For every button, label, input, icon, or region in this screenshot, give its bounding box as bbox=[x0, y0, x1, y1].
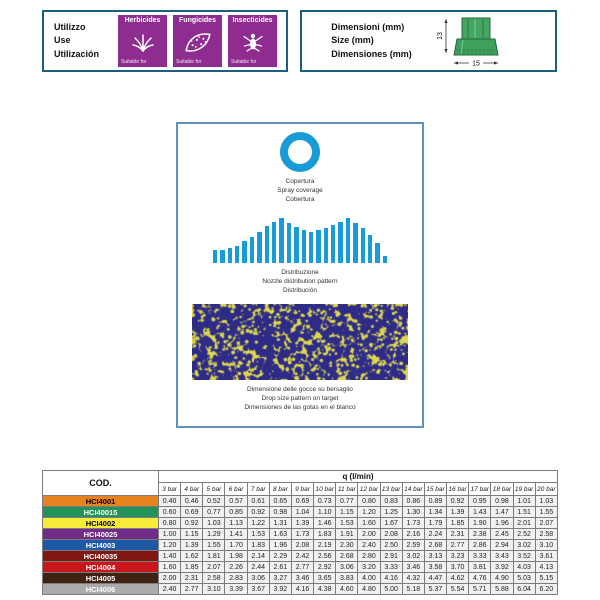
insecticide-fly-icon bbox=[240, 24, 266, 59]
nozzle-height-label: 13 bbox=[436, 32, 444, 40]
flow-value-cell: 1.53 bbox=[336, 518, 358, 529]
flow-value-cell: 1.22 bbox=[247, 518, 269, 529]
coverage-caption bbox=[277, 177, 323, 204]
flow-value-cell: 2.16 bbox=[402, 529, 424, 540]
flow-value-cell: 1.73 bbox=[291, 529, 313, 540]
flow-value-cell: 3.33 bbox=[380, 562, 402, 573]
flow-value-cell: 1.91 bbox=[336, 529, 358, 540]
cod-header: COD. bbox=[43, 471, 159, 496]
flow-value-cell: 3.02 bbox=[513, 540, 535, 551]
distribution-bar bbox=[272, 222, 276, 263]
flow-value-cell: 4.16 bbox=[291, 584, 313, 595]
flow-value-cell: 2.45 bbox=[491, 529, 513, 540]
tile-label: Insecticides bbox=[232, 17, 273, 24]
pressure-column-header: 8 bar bbox=[269, 483, 291, 496]
distribution-bar bbox=[346, 218, 350, 263]
flow-value-cell: 5.54 bbox=[447, 584, 469, 595]
flow-value-cell: 0.80 bbox=[358, 496, 380, 507]
flow-value-cell: 3.70 bbox=[447, 562, 469, 573]
pressure-column-header: 16 bar bbox=[447, 483, 469, 496]
flow-value-cell: 2.94 bbox=[491, 540, 513, 551]
dimensions-box-title bbox=[331, 21, 412, 62]
flow-value-cell: 2.08 bbox=[380, 529, 402, 540]
use-box-title bbox=[54, 21, 118, 62]
pressure-column-header: 13 bar bbox=[380, 483, 402, 496]
flow-value-cell: 5.18 bbox=[402, 584, 424, 595]
tile-label: Herbicides bbox=[124, 17, 161, 24]
flow-value-cell: 0.86 bbox=[402, 496, 424, 507]
spray-coverage-circle-icon bbox=[280, 132, 320, 172]
use-tile-herbicides bbox=[118, 15, 167, 67]
pressure-column-header: 18 bar bbox=[491, 483, 513, 496]
flow-unit-header: q (l/min) bbox=[159, 471, 558, 483]
flow-value-cell: 2.00 bbox=[159, 573, 181, 584]
flow-value-cell: 3.20 bbox=[358, 562, 380, 573]
flow-value-cell: 2.24 bbox=[424, 529, 446, 540]
use-tile-insecticides bbox=[228, 15, 277, 67]
pressure-column-header: 5 bar bbox=[203, 483, 225, 496]
flow-value-cell: 2.01 bbox=[513, 518, 535, 529]
flow-value-cell: 1.15 bbox=[336, 507, 358, 518]
distribution-bar bbox=[228, 248, 232, 263]
distribution-bar bbox=[220, 250, 224, 264]
flow-value-cell: 3.06 bbox=[336, 562, 358, 573]
nozzle-code-cell: HCI4003 bbox=[43, 540, 159, 551]
distribution-bar bbox=[353, 223, 357, 264]
flow-value-cell: 1.63 bbox=[269, 529, 291, 540]
nozzle-code-cell: HCI4001 bbox=[43, 496, 159, 507]
distribution-bar bbox=[257, 232, 261, 264]
flow-value-cell: 1.30 bbox=[402, 507, 424, 518]
flow-value-cell: 1.10 bbox=[314, 507, 336, 518]
spray-panel bbox=[176, 122, 424, 428]
use-tile-fungicides bbox=[173, 15, 222, 67]
flow-value-cell: 1.39 bbox=[181, 540, 203, 551]
pressure-column-header: 14 bar bbox=[402, 483, 424, 496]
flow-value-cell: 2.42 bbox=[291, 551, 313, 562]
flow-value-cell: 2.56 bbox=[314, 551, 336, 562]
flow-value-cell: 3.92 bbox=[491, 562, 513, 573]
flow-value-cell: 3.43 bbox=[491, 551, 513, 562]
flow-value-cell: 0.61 bbox=[247, 496, 269, 507]
flow-value-cell: 4.03 bbox=[513, 562, 535, 573]
flow-value-cell: 1.13 bbox=[225, 518, 247, 529]
distribution-bar bbox=[213, 250, 217, 263]
flow-value-cell: 0.46 bbox=[181, 496, 203, 507]
flow-value-cell: 5.15 bbox=[535, 573, 557, 584]
flow-value-cell: 0.98 bbox=[491, 496, 513, 507]
herbicide-plant-icon bbox=[130, 24, 156, 59]
flow-value-cell: 5.88 bbox=[491, 584, 513, 595]
flow-value-cell: 3.23 bbox=[447, 551, 469, 562]
pressure-column-header: 6 bar bbox=[225, 483, 247, 496]
flow-value-cell: 2.59 bbox=[402, 540, 424, 551]
flow-value-cell: 1.70 bbox=[225, 540, 247, 551]
distribution-bar-chart bbox=[213, 218, 387, 263]
flow-value-cell: 5.71 bbox=[469, 584, 491, 595]
flow-value-cell: 5.00 bbox=[380, 584, 402, 595]
distribution-caption bbox=[262, 268, 337, 295]
table-row bbox=[43, 507, 558, 518]
flow-value-cell: 4.80 bbox=[358, 584, 380, 595]
flow-value-cell: 2.92 bbox=[314, 562, 336, 573]
nozzle-drawing bbox=[426, 13, 526, 69]
flow-value-cell: 1.53 bbox=[247, 529, 269, 540]
flow-value-cell: 0.77 bbox=[336, 496, 358, 507]
table-row bbox=[43, 518, 558, 529]
distribution-bar bbox=[338, 222, 342, 263]
table-row bbox=[43, 540, 558, 551]
distribution-bar bbox=[324, 228, 328, 263]
distribution-bar bbox=[375, 243, 379, 263]
nozzle-width-label: 15 bbox=[471, 60, 480, 68]
nozzle-code-cell: HCI4005 bbox=[43, 573, 159, 584]
flow-value-cell: 2.61 bbox=[269, 562, 291, 573]
pressure-column-header: 15 bar bbox=[424, 483, 446, 496]
distribution-bar bbox=[287, 223, 291, 264]
flow-value-cell: 1.79 bbox=[424, 518, 446, 529]
pressure-column-header: 11 bar bbox=[336, 483, 358, 496]
flow-value-cell: 2.80 bbox=[358, 551, 380, 562]
use-title-en: Use bbox=[54, 35, 71, 46]
distribution-bar bbox=[361, 228, 365, 263]
pressure-column-header: 20 bar bbox=[535, 483, 557, 496]
nozzle-code-cell: HCI40035 bbox=[43, 551, 159, 562]
flow-value-cell: 1.25 bbox=[380, 507, 402, 518]
flow-value-cell: 4.62 bbox=[447, 573, 469, 584]
table-row bbox=[43, 573, 558, 584]
flow-value-cell: 2.58 bbox=[203, 573, 225, 584]
nozzle-top bbox=[462, 18, 490, 39]
distribution-bar bbox=[316, 230, 320, 263]
tile-suitable-for-label: Suitable for bbox=[176, 59, 202, 65]
flow-value-cell: 2.40 bbox=[159, 584, 181, 595]
distribution-bar bbox=[250, 237, 254, 263]
flow-value-cell: 3.02 bbox=[402, 551, 424, 562]
distribution-bar bbox=[309, 232, 313, 264]
flow-value-cell: 3.52 bbox=[513, 551, 535, 562]
flow-value-cell: 2.14 bbox=[247, 551, 269, 562]
flow-value-cell: 1.15 bbox=[181, 529, 203, 540]
flow-value-cell: 0.80 bbox=[159, 518, 181, 529]
flow-value-cell: 2.68 bbox=[424, 540, 446, 551]
flow-value-cell: 0.65 bbox=[269, 496, 291, 507]
distribution-bar bbox=[235, 246, 239, 263]
pressure-column-header: 9 bar bbox=[291, 483, 313, 496]
flow-value-cell: 2.26 bbox=[225, 562, 247, 573]
flow-value-cell: 1.60 bbox=[358, 518, 380, 529]
flow-value-cell: 3.65 bbox=[314, 573, 336, 584]
use-box bbox=[42, 10, 288, 72]
pressure-column-header: 12 bar bbox=[358, 483, 380, 496]
flow-value-cell: 0.83 bbox=[380, 496, 402, 507]
flow-value-cell: 1.41 bbox=[225, 529, 247, 540]
flow-value-cell: 3.81 bbox=[469, 562, 491, 573]
flow-value-cell: 2.40 bbox=[358, 540, 380, 551]
flow-value-cell: 0.60 bbox=[159, 507, 181, 518]
use-title-es: Utilización bbox=[54, 48, 100, 59]
flow-value-cell: 1.03 bbox=[535, 496, 557, 507]
flow-value-cell: 4.47 bbox=[424, 573, 446, 584]
flow-value-cell: 4.76 bbox=[469, 573, 491, 584]
flow-value-cell: 1.85 bbox=[181, 562, 203, 573]
flow-value-cell: 1.83 bbox=[247, 540, 269, 551]
flow-value-cell: 1.98 bbox=[225, 551, 247, 562]
flow-value-cell: 2.77 bbox=[291, 562, 313, 573]
distribution-caption-en: Nozzle distribution pattern bbox=[262, 278, 338, 285]
flow-value-cell: 3.92 bbox=[269, 584, 291, 595]
flow-value-cell: 1.00 bbox=[159, 529, 181, 540]
use-title-it: Utilizzo bbox=[54, 21, 86, 32]
distribution-caption-it: Distribuzione bbox=[281, 269, 319, 276]
flow-value-cell: 3.33 bbox=[469, 551, 491, 562]
flow-value-cell: 3.10 bbox=[535, 540, 557, 551]
distribution-bar bbox=[331, 225, 335, 263]
flow-value-cell: 3.06 bbox=[247, 573, 269, 584]
flow-value-cell: 3.10 bbox=[203, 584, 225, 595]
dim-title-en: Size (mm) bbox=[331, 35, 374, 46]
flow-value-cell: 2.91 bbox=[380, 551, 402, 562]
flow-value-cell: 1.39 bbox=[447, 507, 469, 518]
flow-rate-table bbox=[42, 470, 558, 595]
flow-value-cell: 2.38 bbox=[469, 529, 491, 540]
flow-value-cell: 2.07 bbox=[535, 518, 557, 529]
distribution-bar bbox=[368, 235, 372, 263]
drop-size-pattern-image bbox=[192, 304, 408, 380]
flow-value-cell: 1.34 bbox=[424, 507, 446, 518]
pressure-column-header: 17 bar bbox=[469, 483, 491, 496]
flow-value-cell: 3.58 bbox=[424, 562, 446, 573]
flow-value-cell: 5.03 bbox=[513, 573, 535, 584]
flow-value-cell: 2.52 bbox=[513, 529, 535, 540]
flow-value-cell: 1.96 bbox=[269, 540, 291, 551]
flow-value-cell: 0.77 bbox=[203, 507, 225, 518]
flow-value-cell: 1.96 bbox=[491, 518, 513, 529]
flow-value-cell: 3.67 bbox=[247, 584, 269, 595]
flow-value-cell: 3.46 bbox=[402, 562, 424, 573]
flow-value-cell: 0.89 bbox=[424, 496, 446, 507]
flow-value-cell: 1.40 bbox=[159, 551, 181, 562]
flow-value-cell: 2.30 bbox=[336, 540, 358, 551]
flow-value-cell: 4.16 bbox=[380, 573, 402, 584]
flow-value-cell: 1.67 bbox=[380, 518, 402, 529]
flow-value-cell: 2.50 bbox=[380, 540, 402, 551]
table-row bbox=[43, 584, 558, 595]
flow-value-cell: 2.44 bbox=[247, 562, 269, 573]
dropsize-caption-en: Drop size pattern on target bbox=[261, 395, 339, 402]
flow-value-cell: 0.95 bbox=[469, 496, 491, 507]
dropsize-caption-it: Dimensione delle gocce su bersaglio bbox=[247, 386, 353, 393]
flow-value-cell: 4.60 bbox=[336, 584, 358, 595]
pressure-column-header: 3 bar bbox=[159, 483, 181, 496]
flow-value-cell: 4.32 bbox=[402, 573, 424, 584]
use-tiles bbox=[118, 15, 277, 67]
flow-value-cell: 0.69 bbox=[291, 496, 313, 507]
flow-value-cell: 1.55 bbox=[203, 540, 225, 551]
flow-value-cell: 0.52 bbox=[203, 496, 225, 507]
flow-value-cell: 2.77 bbox=[181, 584, 203, 595]
coverage-caption-en: Spray coverage bbox=[277, 187, 323, 194]
flow-value-cell: 1.51 bbox=[513, 507, 535, 518]
flow-value-cell: 0.69 bbox=[181, 507, 203, 518]
pressure-column-header: 4 bar bbox=[181, 483, 203, 496]
nozzle-code-cell: HCI4004 bbox=[43, 562, 159, 573]
dropsize-caption-es: Dimensiones de las gotas en el blanco bbox=[244, 404, 356, 411]
nozzle-code-cell: HCI40025 bbox=[43, 529, 159, 540]
pressure-column-header: 7 bar bbox=[247, 483, 269, 496]
flow-value-cell: 3.13 bbox=[424, 551, 446, 562]
distribution-bar bbox=[302, 230, 306, 263]
flow-value-cell: 0.57 bbox=[225, 496, 247, 507]
flow-value-cell: 3.83 bbox=[336, 573, 358, 584]
flow-value-cell: 1.83 bbox=[314, 529, 336, 540]
flow-value-cell: 0.98 bbox=[269, 507, 291, 518]
flow-value-cell: 1.04 bbox=[291, 507, 313, 518]
dim-title-es: Dimensiones (mm) bbox=[331, 48, 412, 59]
flow-value-cell: 1.29 bbox=[203, 529, 225, 540]
tile-suitable-for-label: Suitable for bbox=[231, 59, 257, 65]
flow-value-cell: 4.13 bbox=[535, 562, 557, 573]
flow-value-cell: 1.43 bbox=[469, 507, 491, 518]
flow-value-cell: 4.38 bbox=[314, 584, 336, 595]
flow-value-cell: 4.00 bbox=[358, 573, 380, 584]
flow-value-cell: 2.07 bbox=[203, 562, 225, 573]
flow-value-cell: 1.39 bbox=[291, 518, 313, 529]
pressure-column-header: 19 bar bbox=[513, 483, 535, 496]
flow-value-cell: 1.62 bbox=[181, 551, 203, 562]
flow-value-cell: 2.86 bbox=[469, 540, 491, 551]
flow-value-cell: 2.19 bbox=[314, 540, 336, 551]
dim-title-it: Dimensioni (mm) bbox=[331, 21, 405, 32]
flow-value-cell: 0.40 bbox=[159, 496, 181, 507]
flow-value-cell: 1.01 bbox=[513, 496, 535, 507]
dropsize-caption bbox=[244, 385, 355, 412]
distribution-bar bbox=[294, 227, 298, 263]
flow-value-cell: 2.29 bbox=[269, 551, 291, 562]
nozzle-code-cell: HCI40015 bbox=[43, 507, 159, 518]
flow-value-cell: 0.92 bbox=[181, 518, 203, 529]
flow-value-cell: 1.81 bbox=[203, 551, 225, 562]
table-row bbox=[43, 529, 558, 540]
flow-value-cell: 0.92 bbox=[247, 507, 269, 518]
flow-value-cell: 1.46 bbox=[314, 518, 336, 529]
distribution-caption-es: Distribución bbox=[283, 287, 317, 294]
flow-value-cell: 0.73 bbox=[314, 496, 336, 507]
flow-value-cell: 1.47 bbox=[491, 507, 513, 518]
nozzle-code-cell: HCI4006 bbox=[43, 584, 159, 595]
table-row bbox=[43, 496, 558, 507]
distribution-bar bbox=[242, 241, 246, 263]
distribution-bar bbox=[265, 226, 269, 263]
flow-value-cell: 3.61 bbox=[535, 551, 557, 562]
flow-value-cell: 1.03 bbox=[203, 518, 225, 529]
flow-value-cell: 1.20 bbox=[159, 540, 181, 551]
flow-value-cell: 0.92 bbox=[447, 496, 469, 507]
flow-value-cell: 1.55 bbox=[535, 507, 557, 518]
tile-label: Fungicides bbox=[179, 17, 216, 24]
flow-value-cell: 2.08 bbox=[291, 540, 313, 551]
fungicide-leaf-icon bbox=[184, 24, 212, 59]
flow-value-cell: 5.37 bbox=[424, 584, 446, 595]
flow-value-cell: 2.68 bbox=[336, 551, 358, 562]
flow-value-cell: 2.00 bbox=[358, 529, 380, 540]
flow-value-cell: 2.31 bbox=[181, 573, 203, 584]
flow-value-cell: 2.77 bbox=[447, 540, 469, 551]
table-row bbox=[43, 562, 558, 573]
coverage-caption-it: Copertura bbox=[285, 178, 315, 185]
pressure-column-header: 10 bar bbox=[314, 483, 336, 496]
dimensions-box bbox=[300, 10, 557, 72]
flow-value-cell: 1.73 bbox=[402, 518, 424, 529]
distribution-bar bbox=[383, 256, 387, 263]
flow-value-cell: 6.20 bbox=[535, 584, 557, 595]
flow-value-cell: 6.04 bbox=[513, 584, 535, 595]
flow-value-cell: 2.58 bbox=[535, 529, 557, 540]
flow-value-cell: 4.90 bbox=[491, 573, 513, 584]
flow-value-cell: 2.83 bbox=[225, 573, 247, 584]
flow-value-cell: 3.27 bbox=[269, 573, 291, 584]
flow-value-cell: 1.20 bbox=[358, 507, 380, 518]
flow-value-cell: 3.46 bbox=[291, 573, 313, 584]
coverage-caption-es: Cobertura bbox=[285, 196, 315, 203]
nozzle-code-cell: HCI4002 bbox=[43, 518, 159, 529]
flow-value-cell: 1.31 bbox=[269, 518, 291, 529]
flow-value-cell: 3.39 bbox=[225, 584, 247, 595]
flow-value-cell: 1.85 bbox=[447, 518, 469, 529]
flow-value-cell: 1.90 bbox=[469, 518, 491, 529]
flow-value-cell: 0.85 bbox=[225, 507, 247, 518]
table-row bbox=[43, 551, 558, 562]
flow-value-cell: 2.31 bbox=[447, 529, 469, 540]
distribution-bar bbox=[279, 218, 283, 263]
flow-value-cell: 1.60 bbox=[159, 562, 181, 573]
tile-suitable-for-label: Suitable for bbox=[121, 59, 147, 65]
